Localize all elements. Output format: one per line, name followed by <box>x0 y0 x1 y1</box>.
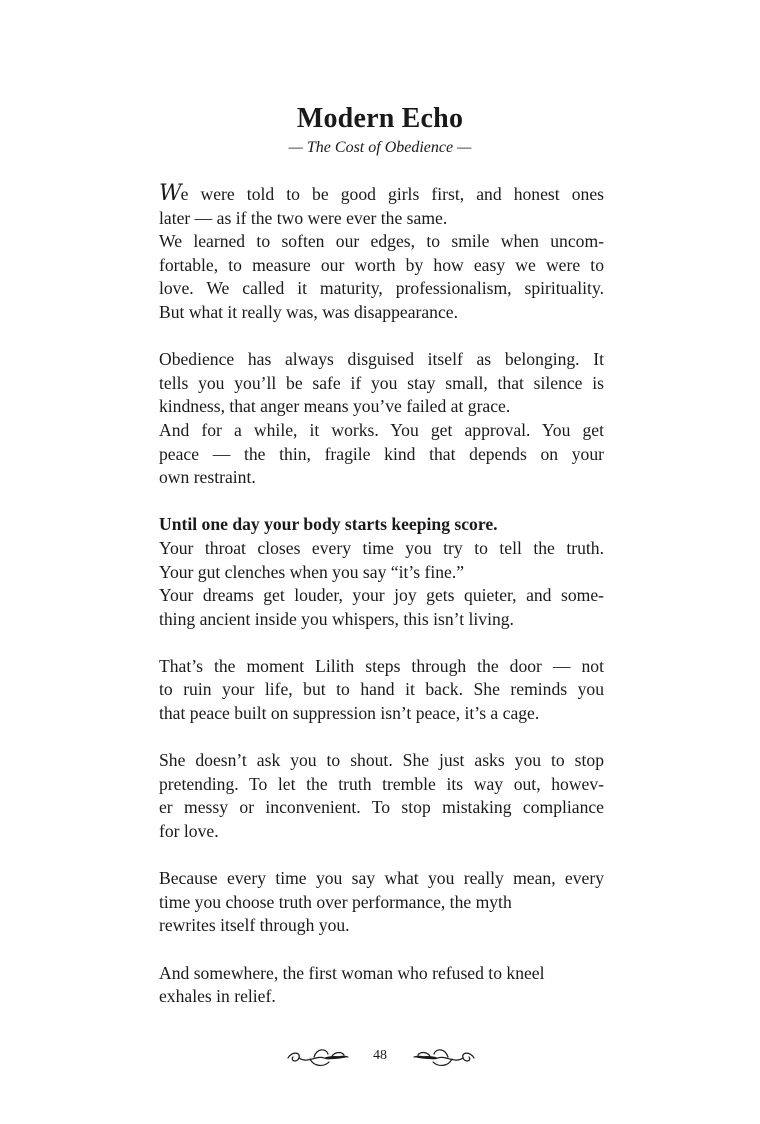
paragraph-2 <box>159 348 604 490</box>
text-line: That’s the moment Lilith steps through the door — not <box>159 655 604 676</box>
text-line: tells you you’ll be safe if you stay small, that silence is <box>159 372 604 393</box>
page-footer <box>0 1042 760 1072</box>
text-line: Obedience has always disguised itself as belonging. It <box>159 349 604 370</box>
text-line: She doesn’t ask you to shout. She just asks you to stop <box>159 750 604 771</box>
text-line: for love. <box>159 821 219 842</box>
paragraph-3 <box>159 513 604 631</box>
text-line <box>159 183 604 207</box>
body-text <box>159 183 604 1032</box>
text-line-bold: Until one day your body starts keeping score. <box>159 514 498 535</box>
text-line: thing ancient inside you whispers, this isn’t living. <box>159 608 514 629</box>
paragraph-1 <box>159 183 604 325</box>
paragraph-7 <box>159 962 604 1009</box>
text-line: fortable, to measure our worth by how easy we were to <box>159 254 604 275</box>
paragraph-6 <box>159 867 604 938</box>
text-line: love. We called it maturity, professionalism, spirituality. <box>159 278 604 299</box>
paragraph-4 <box>159 655 604 726</box>
text-line: Your throat closes every time you try to tell the truth. <box>159 537 604 558</box>
text-line: And for a while, it works. You get approval. You get <box>159 419 604 440</box>
text-line: that peace built on suppression isn’t peace, it’s a cage. <box>159 703 540 724</box>
text-line: Your dreams get louder, your joy gets quieter, and some- <box>159 585 604 606</box>
page-subtitle: — The Cost of Obedience — <box>288 139 472 156</box>
text-line: time you choose truth over performance, the myth <box>159 891 512 912</box>
text-line: exhales in relief. <box>159 986 276 1007</box>
text-line: pretending. To let the truth tremble its way out, howev- <box>159 773 604 794</box>
text-line: And somewhere, the first woman who refused to kneel <box>159 962 545 983</box>
text-line: We learned to soften our edges, to smile when uncom- <box>159 231 604 252</box>
text-line: er messy or inconvenient. To stop mistaking compliance <box>159 797 604 818</box>
text-line: Your gut clenches when you say “it’s fine.” <box>159 561 465 582</box>
text-line: rewrites itself through you. <box>159 915 350 936</box>
text-line: peace — the thin, fragile kind that depends on your <box>159 443 604 464</box>
flourish-right-icon <box>410 1042 478 1077</box>
text-line: own restraint. <box>159 467 256 488</box>
text-line: But what it really was, was disappearance. <box>159 301 458 322</box>
paragraph-5 <box>159 749 604 843</box>
page-number: 48 <box>373 1048 387 1063</box>
text-line: Because every time you say what you really mean, every <box>159 868 604 889</box>
drop-cap: W <box>159 181 181 206</box>
text-line-content: e were told to be good girls first, and honest ones <box>180 184 604 204</box>
flourish-left-icon <box>284 1042 352 1077</box>
text-line: later — as if the two were ever the same. <box>159 207 448 228</box>
page-title: Modern Echo <box>296 103 464 134</box>
text-line: to ruin your life, but to hand it back. She reminds you <box>159 679 604 700</box>
text-line: kindness, that anger means you’ve failed at grace. <box>159 396 511 417</box>
